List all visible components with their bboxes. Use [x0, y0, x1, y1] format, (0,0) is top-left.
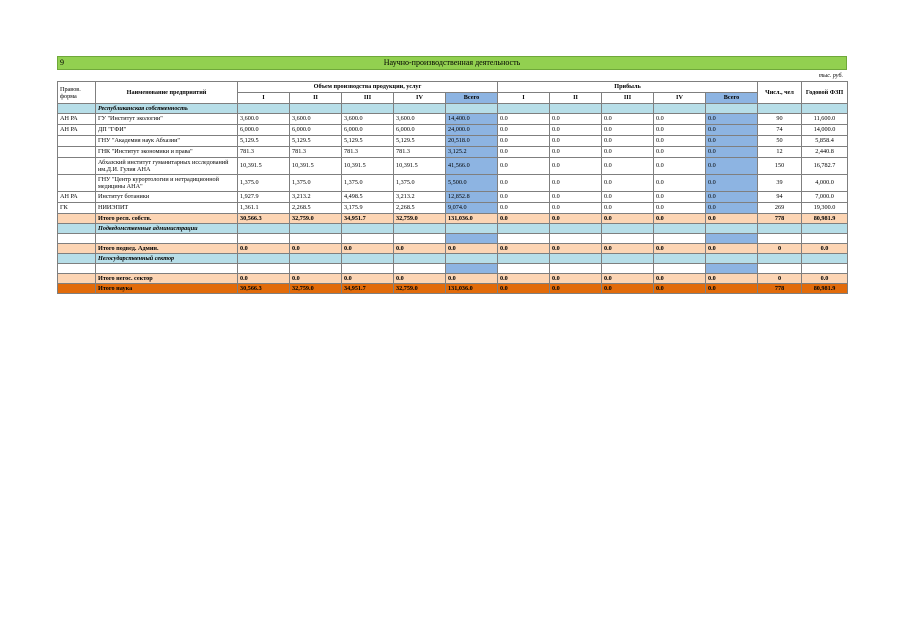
empty-row [58, 264, 848, 274]
payroll-cell: 11,600.0 [802, 114, 848, 125]
volume-q1-cell: 781.3 [238, 147, 290, 158]
volume-q4-cell: 5,129.5 [394, 136, 446, 147]
volume-total-cell: 9,074.0 [446, 203, 498, 214]
section-empty-cell [758, 104, 802, 114]
profit-q1-cell: 0.0 [498, 274, 550, 284]
headcount-cell: 0 [758, 274, 802, 284]
table-row [58, 147, 848, 158]
header-org-name: Наименование предприятий [96, 82, 238, 104]
profit-q3-cell: 0.0 [602, 284, 654, 294]
table-row [58, 125, 848, 136]
legal-form-cell [58, 284, 96, 294]
profit-q4-cell: 0.0 [654, 192, 706, 203]
volume-total-cell: 24,000.0 [446, 125, 498, 136]
org-name-cell: Итого наука [96, 284, 238, 294]
profit-q3-cell: 0.0 [602, 147, 654, 158]
section-empty-cell [802, 254, 848, 264]
profit-q1-cell: 0.0 [498, 203, 550, 214]
profit-q1-cell: 0.0 [498, 284, 550, 294]
section-row-nonstate [58, 254, 848, 264]
volume-q1-cell: 1,361.1 [238, 203, 290, 214]
headcount-cell: 39 [758, 175, 802, 192]
empty-cell [58, 234, 96, 244]
profit-q4-cell: 0.0 [654, 125, 706, 136]
profit-q1-cell: 0.0 [498, 175, 550, 192]
profit-total-cell: 0.0 [706, 136, 758, 147]
empty-row [58, 234, 848, 244]
volume-q4-cell: 32,759.0 [394, 284, 446, 294]
section-empty-cell [550, 224, 602, 234]
payroll-cell: 19,300.0 [802, 203, 848, 214]
volume-total-cell: 0.0 [446, 244, 498, 254]
header-volume-q3: III [342, 93, 394, 104]
empty-cell [96, 264, 238, 274]
legal-form-cell: АН РА [58, 192, 96, 203]
profit-q2-cell: 0.0 [550, 244, 602, 254]
header-profit-total: Всего [706, 93, 758, 104]
empty-cell [654, 234, 706, 244]
volume-q3-cell: 34,951.7 [342, 284, 394, 294]
volume-total-cell: 20,518.0 [446, 136, 498, 147]
legal-form-cell: ГК [58, 203, 96, 214]
org-name-cell: ДП "ГФИ" [96, 125, 238, 136]
profit-q4-cell: 0.0 [654, 136, 706, 147]
section-title: Республиканская собственность [96, 104, 238, 114]
volume-q4-cell: 781.3 [394, 147, 446, 158]
profit-q4-cell: 0.0 [654, 147, 706, 158]
headcount-cell: 74 [758, 125, 802, 136]
profit-q2-cell: 0.0 [550, 192, 602, 203]
profit-q2-cell: 0.0 [550, 203, 602, 214]
volume-q4-cell: 6,000.0 [394, 125, 446, 136]
profit-q1-cell: 0.0 [498, 147, 550, 158]
profit-total-cell: 0.0 [706, 203, 758, 214]
section-empty-cell [706, 104, 758, 114]
payroll-cell: 14,000.0 [802, 125, 848, 136]
empty-cell [58, 264, 96, 274]
profit-q4-cell: 0.0 [654, 274, 706, 284]
header-profit: Прибыль [498, 82, 758, 93]
legal-form-cell [58, 147, 96, 158]
profit-q2-cell: 0.0 [550, 274, 602, 284]
profit-q1-cell: 0.0 [498, 192, 550, 203]
volume-q4-cell: 10,391.5 [394, 158, 446, 175]
header-volume-total: Всего [446, 93, 498, 104]
org-name-cell: НИИЭПИТ [96, 203, 238, 214]
section-empty-cell [394, 104, 446, 114]
profit-q3-cell: 0.0 [602, 175, 654, 192]
headcount-cell: 0 [758, 244, 802, 254]
payroll-cell: 4,000.0 [802, 175, 848, 192]
total-row-nonstate [58, 274, 848, 284]
legal-form-cell: АН РА [58, 125, 96, 136]
section-empty-cell [342, 104, 394, 114]
section-empty-cell [446, 254, 498, 264]
org-name-cell: Итого негос. сектор [96, 274, 238, 284]
profit-q3-cell: 0.0 [602, 114, 654, 125]
profit-q4-cell: 0.0 [654, 284, 706, 294]
profit-q2-cell: 0.0 [550, 125, 602, 136]
legal-form-cell [58, 274, 96, 284]
volume-q4-cell: 3,213.2 [394, 192, 446, 203]
section-empty-cell [758, 224, 802, 234]
volume-q2-cell: 3,600.0 [290, 114, 342, 125]
profit-q4-cell: 0.0 [654, 175, 706, 192]
section-empty-cell [238, 254, 290, 264]
section-empty-cell [602, 224, 654, 234]
section-empty-cell [706, 224, 758, 234]
headcount-cell: 94 [758, 192, 802, 203]
section-empty-cell [446, 224, 498, 234]
table-row [58, 192, 848, 203]
volume-q2-cell: 32,759.0 [290, 284, 342, 294]
volume-q3-cell: 3,175.9 [342, 203, 394, 214]
page-title: Научно-производственная деятельность [383, 58, 521, 67]
section-form-cell [58, 254, 96, 264]
empty-cell [394, 264, 446, 274]
volume-q1-cell: 6,000.0 [238, 125, 290, 136]
profit-q2-cell: 0.0 [550, 147, 602, 158]
volume-total-cell: 131,036.0 [446, 214, 498, 224]
org-name-cell: ГНК "Институт экономики и права" [96, 147, 238, 158]
volume-q3-cell: 6,000.0 [342, 125, 394, 136]
profit-total-cell: 0.0 [706, 158, 758, 175]
header-volume: Объем производства продукции, услуг [238, 82, 498, 93]
table-body [58, 104, 848, 294]
volume-q2-cell: 781.3 [290, 147, 342, 158]
profit-q2-cell: 0.0 [550, 136, 602, 147]
table-row [58, 175, 848, 192]
empty-cell [342, 234, 394, 244]
profit-q4-cell: 0.0 [654, 203, 706, 214]
section-empty-cell [342, 254, 394, 264]
profit-total-cell: 0.0 [706, 274, 758, 284]
empty-cell [96, 234, 238, 244]
table-row [58, 203, 848, 214]
header-profit-q3: III [602, 93, 654, 104]
header-volume-q4: IV [394, 93, 446, 104]
volume-q2-cell: 6,000.0 [290, 125, 342, 136]
legal-form-cell [58, 136, 96, 147]
org-name-cell: Итого подвед. Админ. [96, 244, 238, 254]
payroll-cell: 2,440.8 [802, 147, 848, 158]
header-volume-q2: II [290, 93, 342, 104]
volume-q2-cell: 5,129.5 [290, 136, 342, 147]
total-row-republic [58, 214, 848, 224]
section-empty-cell [550, 254, 602, 264]
title-bar [57, 56, 847, 70]
headcount-cell: 150 [758, 158, 802, 175]
empty-cell [446, 234, 498, 244]
profit-q2-cell: 0.0 [550, 114, 602, 125]
volume-total-cell: 0.0 [446, 274, 498, 284]
header-payroll: Годовой ФЗП [802, 82, 848, 104]
volume-q3-cell: 5,129.5 [342, 136, 394, 147]
empty-cell [654, 264, 706, 274]
volume-q1-cell: 30,566.3 [238, 214, 290, 224]
profit-q3-cell: 0.0 [602, 274, 654, 284]
section-empty-cell [802, 104, 848, 114]
volume-q1-cell: 1,927.9 [238, 192, 290, 203]
units-label: тыс. руб. [818, 73, 843, 79]
section-empty-cell [394, 224, 446, 234]
volume-q1-cell: 10,391.5 [238, 158, 290, 175]
profit-q2-cell: 0.0 [550, 158, 602, 175]
volume-total-cell: 3,125.2 [446, 147, 498, 158]
volume-q3-cell: 781.3 [342, 147, 394, 158]
empty-cell [446, 264, 498, 274]
section-empty-cell [446, 104, 498, 114]
section-empty-cell [498, 224, 550, 234]
volume-total-cell: 12,852.8 [446, 192, 498, 203]
profit-total-cell: 0.0 [706, 114, 758, 125]
section-empty-cell [290, 104, 342, 114]
section-empty-cell [238, 104, 290, 114]
volume-q4-cell: 3,600.0 [394, 114, 446, 125]
volume-q4-cell: 2,268.5 [394, 203, 446, 214]
org-name-cell: ГНУ "Центр курортологии и нетрадиционной медицины АНА" [96, 175, 238, 192]
volume-q2-cell: 3,213.2 [290, 192, 342, 203]
volume-q1-cell: 0.0 [238, 244, 290, 254]
header-profit-q1: I [498, 93, 550, 104]
volume-q1-cell: 0.0 [238, 274, 290, 284]
legal-form-cell [58, 175, 96, 192]
profit-q4-cell: 0.0 [654, 214, 706, 224]
profit-total-cell: 0.0 [706, 125, 758, 136]
org-name-cell: ГНУ "Академия наук Абхазии" [96, 136, 238, 147]
empty-cell [550, 234, 602, 244]
section-empty-cell [758, 254, 802, 264]
empty-cell [550, 264, 602, 274]
empty-cell [602, 234, 654, 244]
empty-cell [758, 264, 802, 274]
empty-cell [706, 264, 758, 274]
payroll-cell: 16,782.7 [802, 158, 848, 175]
legal-form-cell [58, 244, 96, 254]
empty-cell [706, 234, 758, 244]
profit-q4-cell: 0.0 [654, 114, 706, 125]
org-name-cell: Институт ботаники [96, 192, 238, 203]
volume-total-cell: 5,500.0 [446, 175, 498, 192]
section-row-subordinate [58, 224, 848, 234]
table-row [58, 158, 848, 175]
volume-q3-cell: 0.0 [342, 244, 394, 254]
spreadsheet-sheet [57, 56, 847, 294]
profit-total-cell: 0.0 [706, 284, 758, 294]
empty-cell [802, 234, 848, 244]
section-row-republic [58, 104, 848, 114]
profit-q3-cell: 0.0 [602, 214, 654, 224]
profit-q4-cell: 0.0 [654, 158, 706, 175]
profit-q1-cell: 0.0 [498, 244, 550, 254]
section-empty-cell [498, 254, 550, 264]
org-name-cell: ГУ "Институт экологии" [96, 114, 238, 125]
volume-q3-cell: 4,498.5 [342, 192, 394, 203]
total-row-subordinate [58, 244, 848, 254]
payroll-cell: 80,981.9 [802, 284, 848, 294]
profit-q1-cell: 0.0 [498, 125, 550, 136]
page-number: 9 [60, 58, 64, 67]
section-empty-cell [654, 224, 706, 234]
profit-total-cell: 0.0 [706, 214, 758, 224]
table-row [58, 114, 848, 125]
profit-total-cell: 0.0 [706, 147, 758, 158]
section-form-cell [58, 104, 96, 114]
volume-q4-cell: 32,759.0 [394, 214, 446, 224]
empty-cell [290, 234, 342, 244]
volume-q3-cell: 10,391.5 [342, 158, 394, 175]
volume-q2-cell: 0.0 [290, 244, 342, 254]
payroll-cell: 7,000.0 [802, 192, 848, 203]
profit-q3-cell: 0.0 [602, 203, 654, 214]
volume-q1-cell: 30,566.3 [238, 284, 290, 294]
headcount-cell: 12 [758, 147, 802, 158]
empty-cell [802, 264, 848, 274]
payroll-cell: 0.0 [802, 244, 848, 254]
legal-form-cell [58, 214, 96, 224]
section-empty-cell [394, 254, 446, 264]
volume-total-cell: 14,400.0 [446, 114, 498, 125]
section-empty-cell [654, 254, 706, 264]
profit-q3-cell: 0.0 [602, 244, 654, 254]
headcount-cell: 90 [758, 114, 802, 125]
volume-q4-cell: 0.0 [394, 274, 446, 284]
empty-cell [238, 234, 290, 244]
volume-q3-cell: 34,951.7 [342, 214, 394, 224]
volume-q1-cell: 3,600.0 [238, 114, 290, 125]
header-profit-q4: IV [654, 93, 706, 104]
legal-form-cell: АН РА [58, 114, 96, 125]
volume-total-cell: 131,036.0 [446, 284, 498, 294]
volume-q3-cell: 0.0 [342, 274, 394, 284]
volume-q3-cell: 1,375.0 [342, 175, 394, 192]
volume-q1-cell: 1,375.0 [238, 175, 290, 192]
section-title: Подведомственные администрации [96, 224, 238, 234]
section-empty-cell [290, 254, 342, 264]
profit-q3-cell: 0.0 [602, 125, 654, 136]
volume-q2-cell: 2,268.5 [290, 203, 342, 214]
profit-total-cell: 0.0 [706, 244, 758, 254]
profit-q3-cell: 0.0 [602, 136, 654, 147]
section-empty-cell [290, 224, 342, 234]
empty-cell [498, 264, 550, 274]
profit-q2-cell: 0.0 [550, 284, 602, 294]
volume-q2-cell: 1,375.0 [290, 175, 342, 192]
volume-q2-cell: 32,759.0 [290, 214, 342, 224]
section-title: Негосударственный сектор [96, 254, 238, 264]
payroll-cell: 80,981.9 [802, 214, 848, 224]
header-legal-form: Правов. форма [58, 82, 96, 104]
profit-q3-cell: 0.0 [602, 158, 654, 175]
section-empty-cell [550, 104, 602, 114]
header-volume-q1: I [238, 93, 290, 104]
empty-cell [238, 264, 290, 274]
table-row [58, 136, 848, 147]
payroll-cell: 0.0 [802, 274, 848, 284]
empty-cell [290, 264, 342, 274]
section-empty-cell [602, 254, 654, 264]
section-empty-cell [706, 254, 758, 264]
volume-q2-cell: 10,391.5 [290, 158, 342, 175]
header-profit-q2: II [550, 93, 602, 104]
section-empty-cell [802, 224, 848, 234]
empty-cell [342, 264, 394, 274]
section-empty-cell [654, 104, 706, 114]
section-empty-cell [602, 104, 654, 114]
empty-cell [498, 234, 550, 244]
headcount-cell: 269 [758, 203, 802, 214]
profit-q4-cell: 0.0 [654, 244, 706, 254]
empty-cell [758, 234, 802, 244]
org-name-cell: Абхазский институт гуманитарных исследований им.Д.И. Гулия АНА [96, 158, 238, 175]
profit-total-cell: 0.0 [706, 175, 758, 192]
volume-q1-cell: 5,129.5 [238, 136, 290, 147]
profit-total-cell: 0.0 [706, 192, 758, 203]
empty-cell [394, 234, 446, 244]
section-empty-cell [342, 224, 394, 234]
legal-form-cell [58, 158, 96, 175]
headcount-cell: 778 [758, 284, 802, 294]
volume-q2-cell: 0.0 [290, 274, 342, 284]
profit-q2-cell: 0.0 [550, 175, 602, 192]
section-form-cell [58, 224, 96, 234]
profit-q3-cell: 0.0 [602, 192, 654, 203]
payroll-cell: 5,858.4 [802, 136, 848, 147]
section-empty-cell [238, 224, 290, 234]
volume-q3-cell: 3,600.0 [342, 114, 394, 125]
headcount-cell: 50 [758, 136, 802, 147]
org-name-cell: Итого респ. собств. [96, 214, 238, 224]
data-table [57, 81, 848, 294]
headcount-cell: 778 [758, 214, 802, 224]
profit-q1-cell: 0.0 [498, 114, 550, 125]
profit-q1-cell: 0.0 [498, 136, 550, 147]
volume-q4-cell: 0.0 [394, 244, 446, 254]
profit-q2-cell: 0.0 [550, 214, 602, 224]
empty-cell [602, 264, 654, 274]
volume-q4-cell: 1,375.0 [394, 175, 446, 192]
profit-q1-cell: 0.0 [498, 214, 550, 224]
grand-total-row [58, 284, 848, 294]
volume-total-cell: 41,566.0 [446, 158, 498, 175]
profit-q1-cell: 0.0 [498, 158, 550, 175]
header-headcount: Числ., чел [758, 82, 802, 104]
section-empty-cell [498, 104, 550, 114]
